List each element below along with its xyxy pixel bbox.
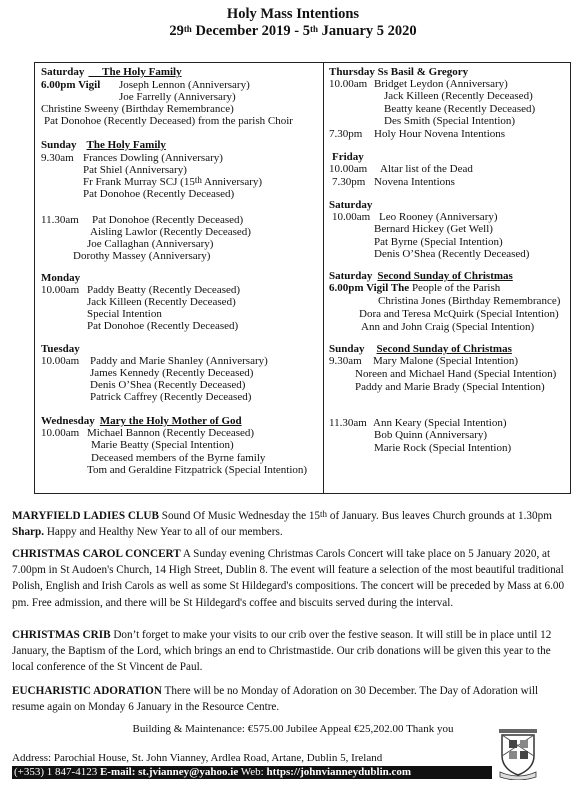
- intention: James Kennedy (Recently Deceased): [90, 367, 254, 379]
- date-start: 29: [169, 23, 184, 39]
- notice-text: Don’t forget to make your visits to our crib over the festive season. It will still be in place until 12 January, the Baptism of the Lord, which brings an end to Christmastide. Our crib donations will be given this year to the local conference of the St Vincent de Paul.: [12, 629, 552, 674]
- intention: Joseph Lennon (Anniversary): [119, 79, 250, 91]
- notice-text: A Sunday evening Christmas Carols Concert will take place on 5 January 2020, at 7.00pm in St Audoen's Church, 14 High Street, Dublin 8. The event will feature a selection of the most beautiful traditional Polish, English and Irish Carols as well as some St Hildegard's compositions. The concert will be preceded by Mass at 6.00 pm. Free admission, and there will be St Hildegard's coffee and biscuits served during the interval.: [12, 548, 565, 609]
- intention-part: Fr Frank Murray SCJ (15: [83, 176, 195, 188]
- notice-text: of January. Bus leaves Church grounds at 1.30pm: [327, 510, 552, 522]
- intention: Paddy Beatty (Recently Deceased): [87, 284, 241, 296]
- intention: Pat Donohoe (Recently Deceased): [83, 188, 235, 200]
- intention: Leo Rooney (Anniversary): [379, 211, 498, 223]
- intention: Pat Donohoe (Recently Deceased): [87, 320, 239, 332]
- mass-time: 10.00am: [41, 427, 80, 439]
- mass-time: 11.30am: [329, 417, 367, 429]
- mass-time: 10.00am: [41, 284, 80, 296]
- page-title: Holy Mass Intentions: [226, 6, 360, 22]
- intention: Paddy and Marie Shanley (Anniversary): [90, 355, 268, 367]
- intention: Ann and John Craig (Special Intention): [361, 321, 535, 333]
- column-divider: [323, 63, 324, 493]
- intention: Ann Keary (Special Intention): [373, 417, 507, 429]
- day-label: Saturday: [329, 270, 373, 282]
- maryfield-notice: [12, 508, 572, 540]
- right-sat-heading: Saturday: [329, 199, 373, 211]
- intention: Jack Killeen (Recently Deceased): [87, 296, 236, 308]
- left-sun-heading: [41, 139, 166, 151]
- feast-label: The Holy Family: [86, 139, 166, 151]
- notice-heading: CHRISTMAS CAROL CONCERT: [12, 548, 181, 560]
- notice-emphasis: Sharp.: [12, 526, 45, 539]
- mass-time: 9.30am: [329, 355, 362, 367]
- intention: Deceased members of the Byrne family: [91, 452, 266, 464]
- mass-time: 10.00am: [41, 355, 80, 367]
- left-tue-heading: Tuesday: [41, 343, 80, 355]
- intention: Bridget Leydon (Anniversary): [374, 78, 508, 90]
- intention: Altar list of the Dead: [380, 163, 473, 175]
- feast-label: Second Sunday of Christmas: [376, 343, 512, 355]
- right-thu-heading: Thursday Ss Basil & Gregory: [329, 66, 469, 78]
- feast-label: [88, 66, 181, 78]
- intention: People of the Parish: [409, 282, 501, 294]
- intention: Dora and Teresa McQuirk (Special Intention): [359, 308, 559, 320]
- carol-concert-notice: [12, 546, 572, 611]
- notice-text: Sound Of Music Wednesday the 15: [158, 510, 321, 522]
- building-maintenance-line: Building & Maintenance: €575.00 Jubilee Appeal €25,202.00 Thank you: [132, 723, 454, 735]
- intention: Bernard Hickey (Get Well): [374, 223, 493, 235]
- feast-label: Second Sunday of Christmas: [377, 270, 513, 282]
- intention: Pat Shiel (Anniversary): [83, 164, 187, 176]
- parish-address: Address: Parochial House, St. John Vianney, Ardlea Road, Artane, Dublin 5, Ireland: [12, 752, 383, 764]
- christmas-crib-notice: [12, 627, 572, 676]
- intention: Tom and Geraldine Fitzpatrick (Special Intention): [87, 464, 308, 476]
- intention: Denis O’Shea (Recently Deceased): [90, 379, 246, 391]
- left-sat-heading: [41, 66, 182, 78]
- day-label: Wednesday: [41, 415, 95, 427]
- intention: Christina Jones (Birthday Remembrance): [378, 295, 561, 307]
- right-sun-heading: [329, 343, 512, 355]
- intention: Michael Bannon (Recently Deceased): [87, 427, 255, 439]
- date-middle: December 2019 - 5: [191, 23, 310, 39]
- date-range: [0, 23, 586, 40]
- day-label: Sunday: [329, 343, 365, 355]
- web-label: Web:: [238, 766, 267, 778]
- left-wed-heading: [41, 415, 242, 427]
- phone-number: (+353) 1 847-4123: [14, 766, 98, 778]
- parish-crest-icon: [498, 728, 538, 780]
- intention: Des Smith (Special Intention): [384, 115, 516, 127]
- notice-text: Happy and Healthy New Year to all of our members.: [44, 526, 283, 539]
- intention: Novena Intentions: [374, 176, 455, 188]
- mass-time: 10.00am: [329, 78, 368, 90]
- ordinal-sup: th: [194, 175, 202, 185]
- intention: Christine Sweeny (Birthday Remembrance): [41, 103, 234, 115]
- intention: Pat Donohoe (Recently Deceased) from the parish Choir: [44, 115, 293, 127]
- notice-heading: EUCHARISTIC ADORATION: [12, 685, 162, 697]
- intention: Special Intention: [87, 308, 162, 320]
- intention: Dorothy Massey (Anniversary): [73, 250, 211, 262]
- intention: Jack Killeen (Recently Deceased): [384, 90, 533, 102]
- mass-time: 11.30am: [41, 214, 79, 226]
- right-fri-heading: Friday: [332, 151, 364, 163]
- mass-time: 7.30pm: [329, 128, 363, 140]
- notice-text: There will be no Monday of Adoration on 30 December. The Day of Adoration will resume again on Monday 6 January in the Resource Centre.: [12, 685, 539, 714]
- intention: Marie Beatty (Special Intention): [91, 439, 234, 451]
- ordinal-sup: th: [320, 509, 328, 519]
- mass-time: 6.00pm Vigil: [41, 79, 101, 91]
- eucharistic-adoration-notice: [12, 683, 572, 715]
- date-end-sup: th: [309, 24, 318, 34]
- email-link[interactable]: E-mail: st.jvianney@yahoo.ie: [97, 766, 239, 778]
- intention: Mary Malone (Special Intention): [373, 355, 519, 367]
- mass-time: 9.30am: [41, 152, 74, 164]
- intention: Beatty keane (Recently Deceased): [384, 103, 536, 115]
- intention: Pat Donohoe (Recently Deceased): [92, 214, 244, 226]
- date-start-sup: th: [183, 24, 192, 34]
- intention: Noreen and Michael Hand (Special Intention): [355, 368, 557, 380]
- feast-label: Mary the Holy Mother of God: [99, 415, 242, 427]
- website-link[interactable]: https://johnvianneydublin.com: [266, 766, 412, 778]
- intention: Bob Quinn (Anniversary): [374, 429, 488, 441]
- day-label: Saturday: [41, 66, 85, 78]
- intention: Denis O’Shea (Recently Deceased): [374, 248, 530, 260]
- intention: Paddy and Marie Brady (Special Intention): [355, 381, 545, 393]
- intention: Pat Byrne (Special Intention): [374, 236, 503, 248]
- notice-heading: MARYFIELD LADIES CLUB: [12, 510, 159, 522]
- mass-time: 7.30pm: [332, 176, 366, 188]
- intention-part: Anniversary): [201, 176, 263, 188]
- day-label: Sunday: [41, 139, 77, 151]
- intention: Joe Callaghan (Anniversary): [87, 238, 214, 250]
- contact-bar: [12, 766, 492, 779]
- intentions-table: [34, 62, 571, 494]
- intention: Aisling Lawlor (Recently Deceased): [90, 226, 251, 238]
- intention: Frances Dowling (Anniversary): [83, 152, 223, 164]
- feast-text: The Holy Family: [102, 66, 182, 78]
- intention: [83, 176, 262, 188]
- intention: Holy Hour Novena Intentions: [374, 128, 506, 140]
- intention: Joe Farrelly (Anniversary): [119, 91, 236, 103]
- right-satv-heading: [329, 270, 513, 282]
- left-mon-heading: Monday: [41, 272, 81, 284]
- date-end: January 5 2020: [317, 23, 417, 39]
- intention: Patrick Caffrey (Recently Deceased): [90, 391, 252, 403]
- mass-time: 6.00pm Vigil The: [329, 282, 410, 294]
- intention: Marie Rock (Special Intention): [374, 442, 512, 454]
- mass-time: 10.00am: [332, 211, 371, 223]
- mass-time: 10.00am: [329, 163, 368, 175]
- vigil-line: [329, 282, 500, 294]
- notice-heading: CHRISTMAS CRIB: [12, 629, 111, 641]
